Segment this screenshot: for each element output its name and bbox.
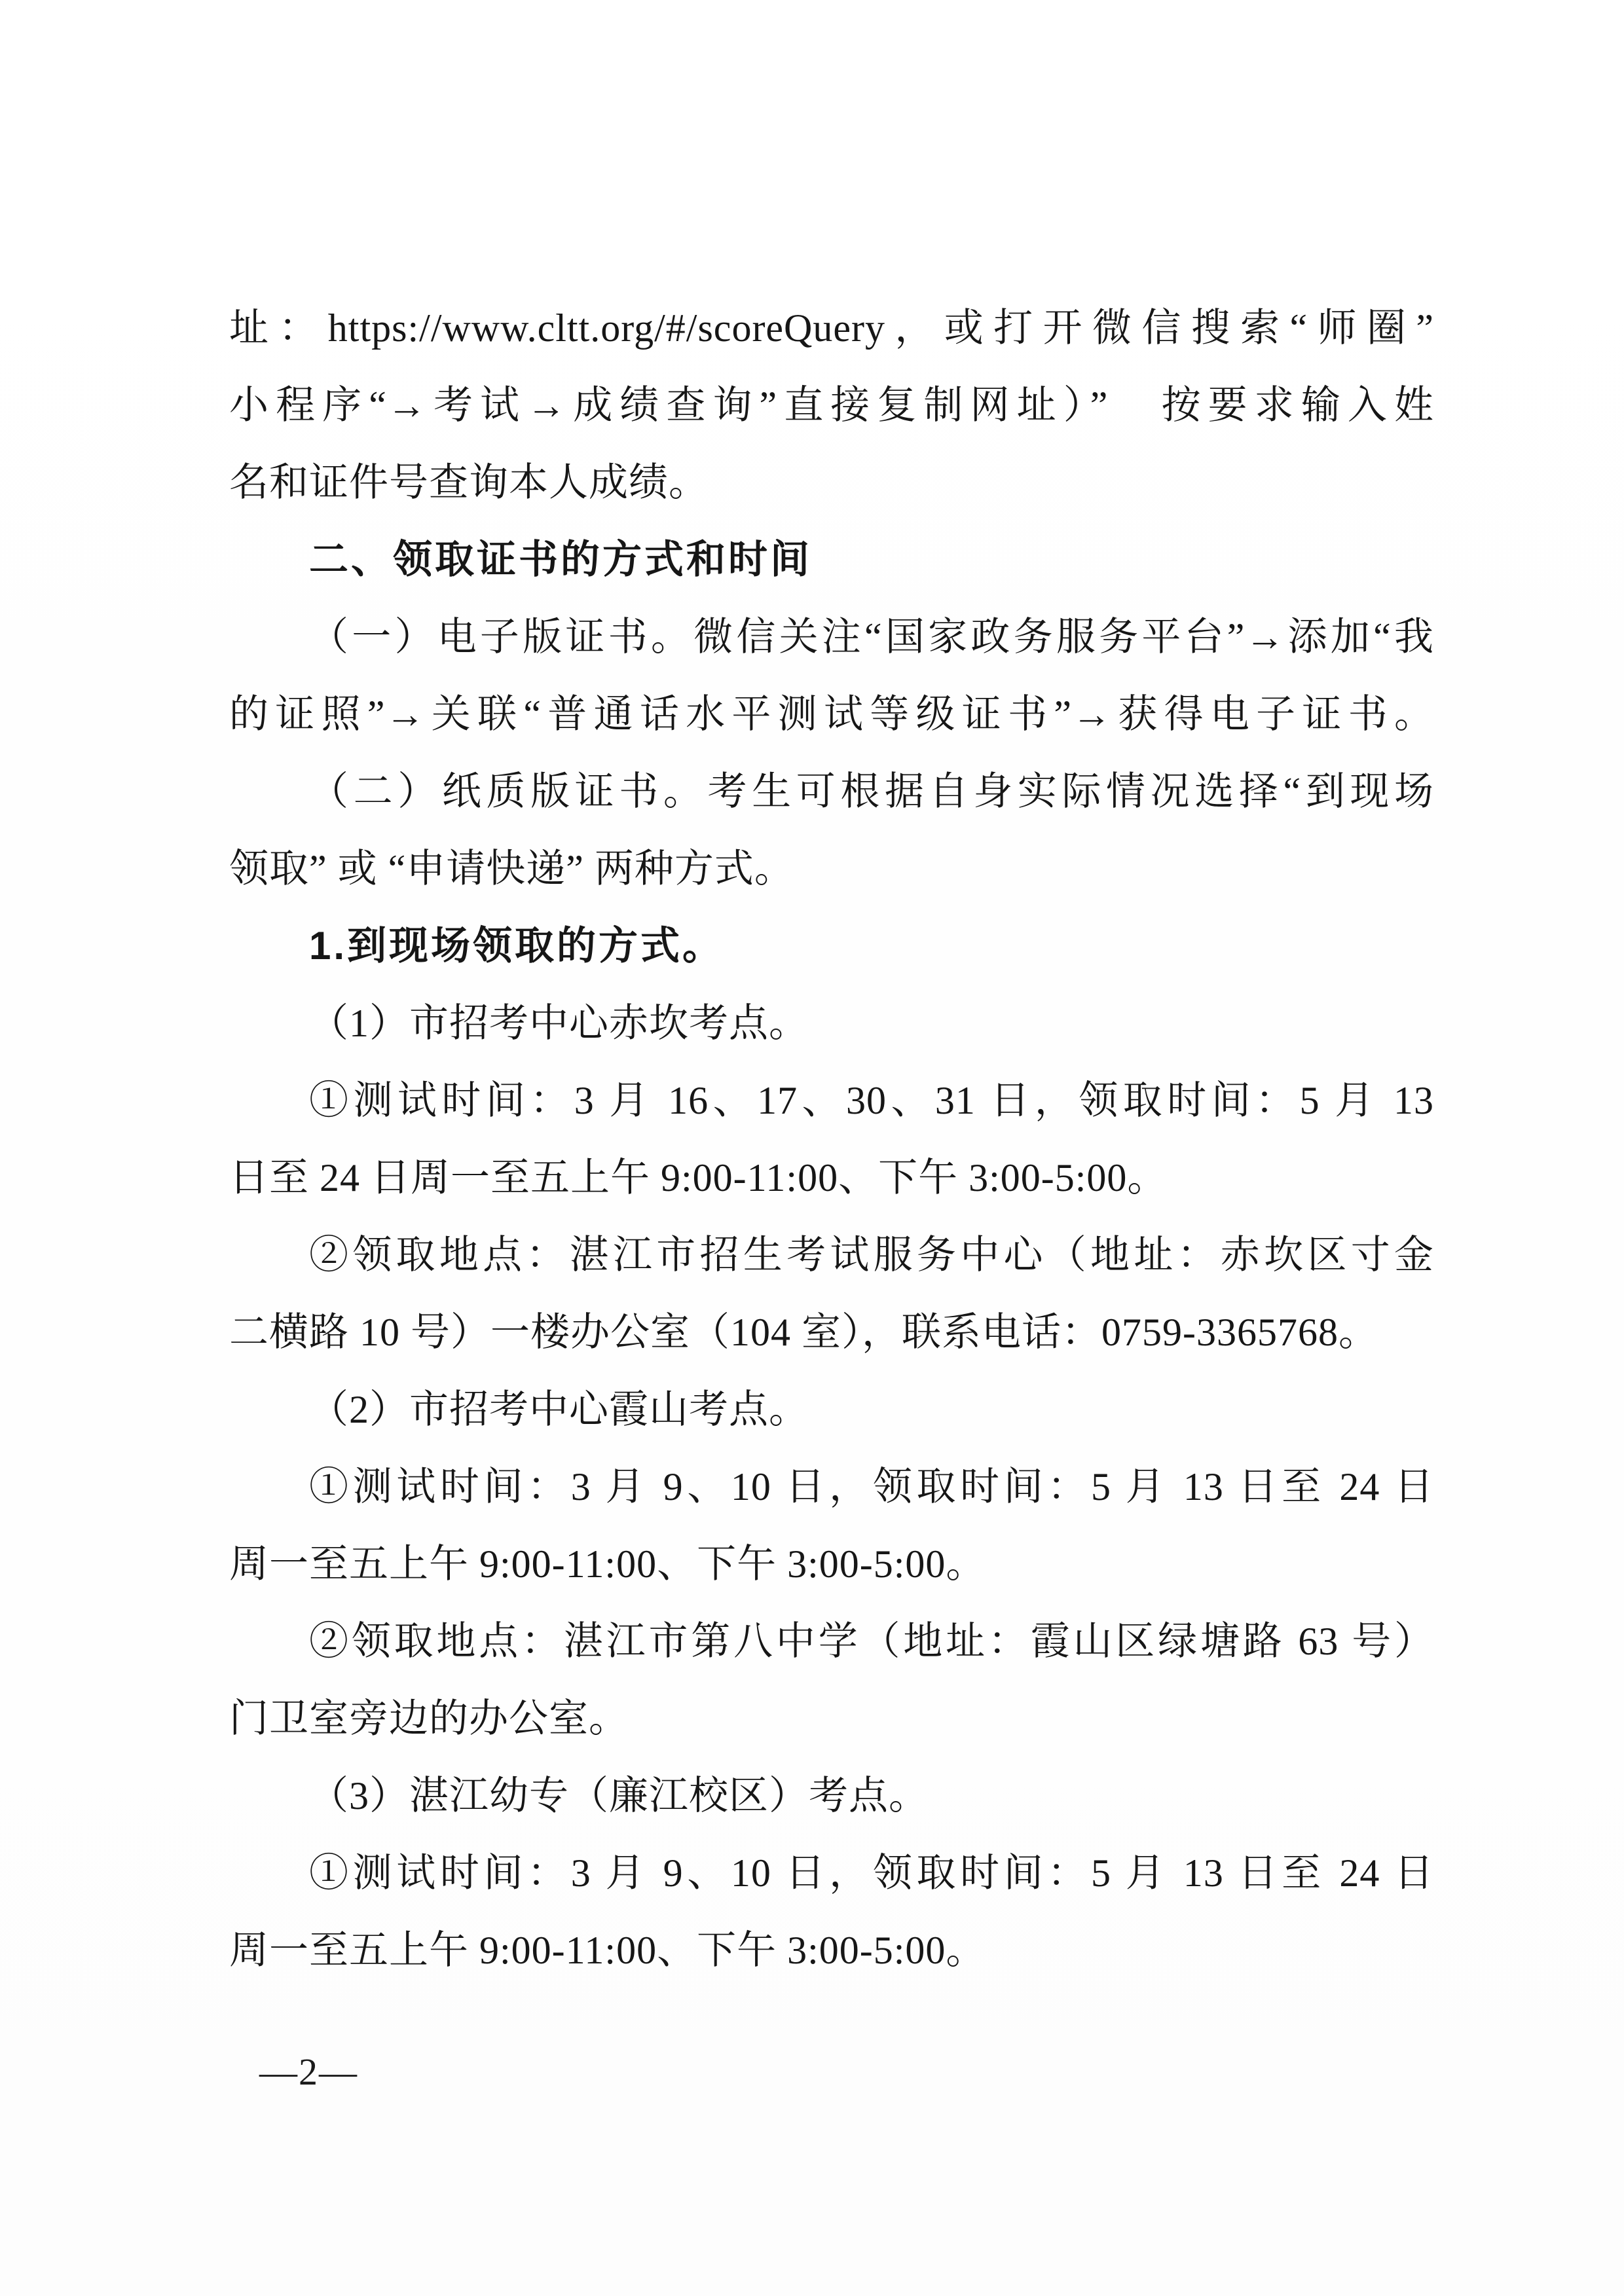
text-line: ①测试时间：3 月 16、17、30、31 日，领取时间：5 月 13	[309, 1079, 1434, 1122]
text-line: ②领取地点：湛江市招生考试服务中心（地址：赤坎区寸金	[309, 1233, 1434, 1277]
text-line: （二）纸质版证书。考生可根据自身实际情况选择“到现场	[309, 770, 1434, 813]
text-line: 门卫室旁边的办公室。	[229, 1697, 629, 1740]
sub-section-heading: 1.到现场领取的方式。	[309, 924, 725, 968]
text-line: 的证照”→关联“普通话水平测试等级证书”→获得电子证书。	[229, 693, 1434, 736]
text-line: （3）湛江幼专（廉江校区）考点。	[309, 1774, 929, 1817]
text-line: 名和证件号查询本人成绩。	[229, 461, 709, 504]
text-line: 周一至五上午 9:00-11:00、下午 3:00-5:00。	[229, 1929, 986, 1972]
text-line: 小程序“→考试→成绩查询”直接复制网址）” 按要求输入姓	[229, 384, 1434, 427]
text-line: ①测试时间：3 月 9、10 日，领取时间：5 月 13 日至 24 日	[309, 1851, 1434, 1895]
text-line: ①测试时间：3 月 9、10 日，领取时间：5 月 13 日至 24 日	[309, 1465, 1434, 1508]
section-heading: 二、领取证书的方式和时间	[309, 538, 812, 581]
text-line: 日至 24 日周一至五上午 9:00-11:00、下午 3:00-5:00。	[229, 1156, 1168, 1199]
text-line: 周一至五上午 9:00-11:00、下午 3:00-5:00。	[229, 1542, 986, 1586]
text-line: ②领取地点：湛江市第八中学（地址：霞山区绿塘路 63 号）	[309, 1620, 1434, 1663]
text-line: （一）电子版证书。微信关注“国家政务服务平台”→添加“我	[309, 615, 1434, 659]
text-line: 二横路 10 号）一楼办公室（104 室），联系电话：0759-3365768。	[229, 1311, 1378, 1354]
document-body	[229, 289, 1434, 1989]
text-line: （2）市招考中心霞山考点。	[309, 1388, 809, 1431]
page-number: —2—	[259, 2050, 358, 2093]
text-line: （1）市招考中心赤坎考点。	[309, 1002, 809, 1045]
text-line: 领取” 或 “申请快递” 两种方式。	[229, 847, 794, 890]
text-line: 址：https://www.cltt.org/#/scoreQuery，或打开微信搜索“师圈”	[229, 306, 1434, 350]
